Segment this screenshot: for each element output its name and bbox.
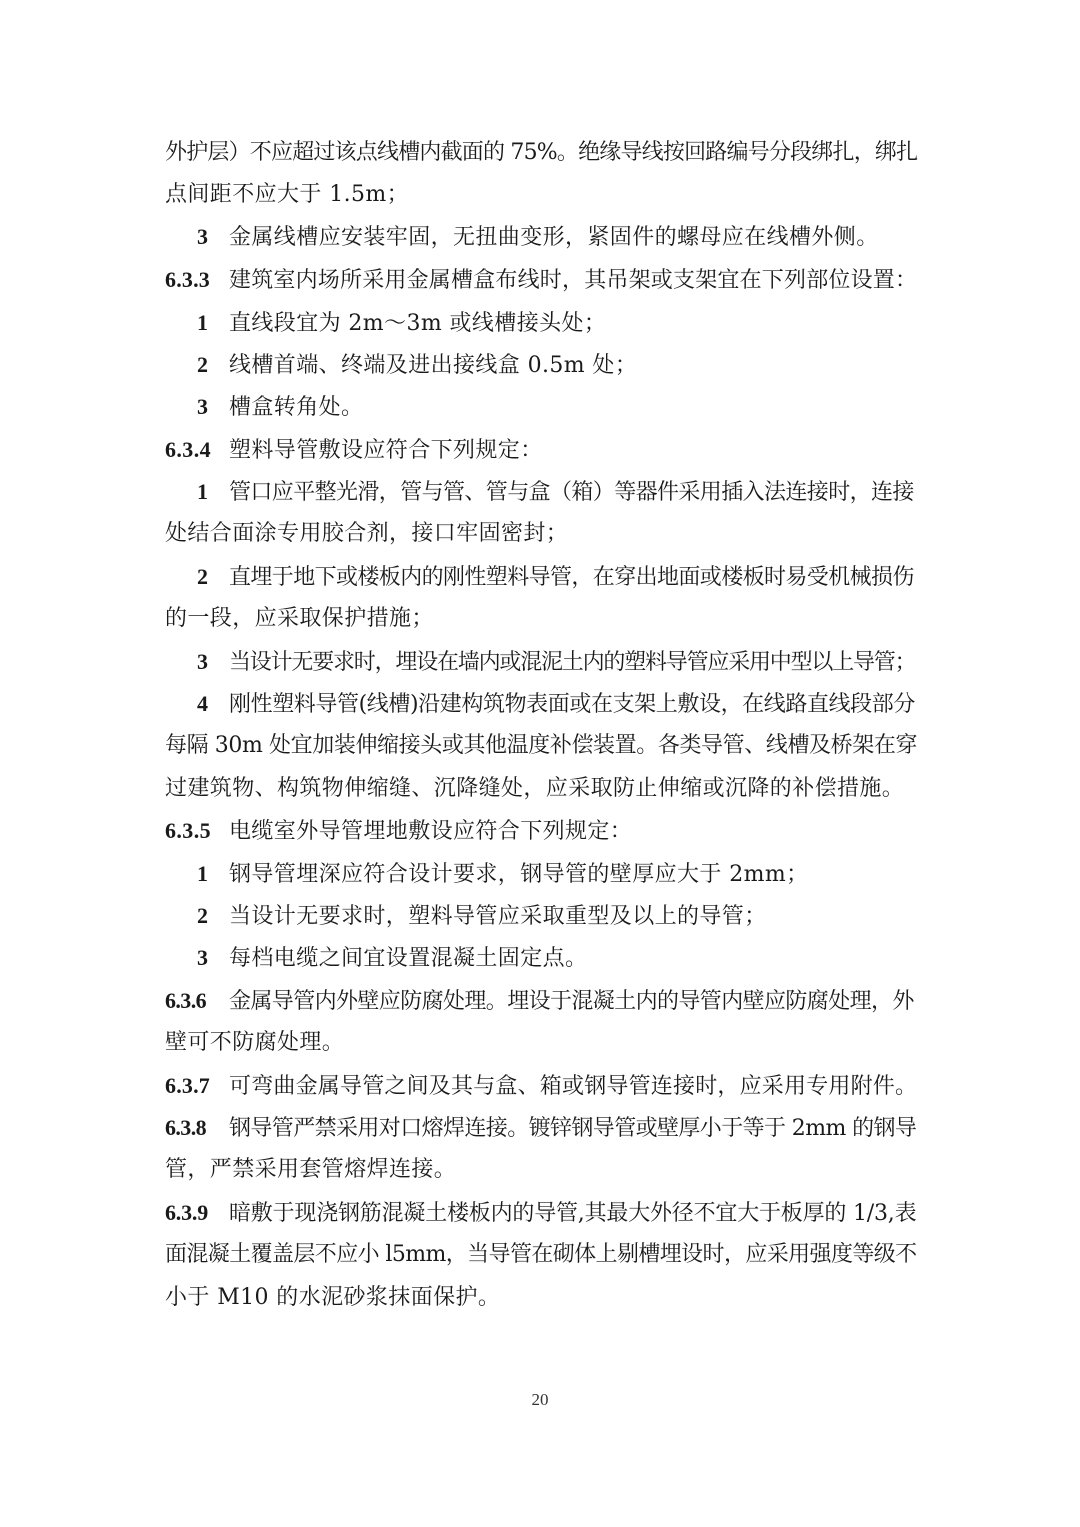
item-text: 每档电缆之间宜设置混凝土固定点。 bbox=[229, 946, 588, 971]
text-line bbox=[165, 1155, 917, 1185]
item-text: 当设计无要求时，塑料导管应采取重型及以上的导管； bbox=[229, 904, 767, 929]
clause-number: 6.3.9 bbox=[165, 1200, 209, 1225]
item-number: 3 bbox=[197, 649, 207, 674]
list-item bbox=[197, 477, 917, 507]
item-number: 1 bbox=[197, 310, 209, 335]
clause-number: 6.3.4 bbox=[165, 437, 211, 462]
item-number: 1 bbox=[197, 861, 209, 886]
text-line bbox=[165, 1028, 917, 1058]
item-text: 钢导管埋深应符合设计要求，钢导管的壁厚应大于 2mm； bbox=[229, 862, 809, 887]
clause bbox=[165, 265, 917, 295]
text-line bbox=[165, 138, 917, 168]
item-number: 3 bbox=[197, 224, 209, 249]
list-item bbox=[197, 350, 917, 380]
item-number: 2 bbox=[197, 564, 208, 589]
text-line bbox=[165, 180, 917, 210]
clause bbox=[165, 1113, 917, 1143]
clause bbox=[165, 816, 917, 846]
item-number: 3 bbox=[197, 394, 209, 419]
item-number: 3 bbox=[197, 945, 209, 970]
list-item bbox=[197, 222, 917, 252]
list-item bbox=[197, 647, 917, 677]
list-item bbox=[197, 562, 917, 592]
clause-text: 可弯曲金属导管之间及其与盒、箱或钢导管连接时，应采用专用附件。 bbox=[229, 1074, 918, 1099]
line-text: 处结合面涂专用胶合剂，接口牢固密封； bbox=[165, 521, 569, 546]
item-text: 直埋于地下或楼板内的刚性塑料导管，在穿出地面或楼板时易受机械损伤 bbox=[229, 565, 914, 590]
text-line bbox=[165, 731, 917, 761]
item-number: 2 bbox=[197, 903, 209, 928]
clause-text: 建筑室内场所采用金属槽盒布线时，其吊架或支架宜在下列部位设置： bbox=[229, 268, 918, 293]
text-line bbox=[165, 519, 917, 549]
text-line bbox=[165, 774, 917, 804]
clause bbox=[165, 1071, 917, 1101]
item-number: 4 bbox=[197, 691, 208, 716]
list-item bbox=[197, 943, 917, 973]
item-number: 2 bbox=[197, 352, 209, 377]
item-text: 金属线槽应安装牢固，无扭曲变形，紧固件的螺母应在线槽外侧。 bbox=[229, 225, 879, 250]
page-number: 20 bbox=[531, 1390, 549, 1409]
item-text: 管口应平整光滑，管与管、管与盒（箱）等器件采用插入法连接时，连接 bbox=[229, 480, 914, 505]
item-text: 直线段宜为 2m～3m 或线槽接头处； bbox=[229, 311, 607, 336]
line-text: 每隔 30m 处宜加装伸缩接头或其他温度补偿装置。各类导管、线槽及桥架在穿 bbox=[165, 733, 918, 758]
clause-number: 6.3.7 bbox=[165, 1073, 210, 1098]
line-text: 管，严禁采用套管熔焊连接。 bbox=[165, 1157, 457, 1182]
item-text: 槽盒转角处。 bbox=[229, 395, 364, 420]
clause bbox=[165, 1198, 917, 1228]
list-item bbox=[197, 859, 917, 889]
text-line bbox=[165, 1283, 917, 1313]
clause bbox=[165, 435, 917, 465]
line-text: 外护层）不应超过该点线槽内截面的 75%。绝缘导线按回路编号分段绑扎，绑扎 bbox=[165, 140, 918, 165]
line-text: 面混凝土覆盖层不应小 l5mm，当导管在砌体上剔槽埋设时，应采用强度等级不 bbox=[165, 1242, 917, 1267]
line-text: 的一段，应采取保护措施； bbox=[165, 606, 434, 631]
item-text: 线槽首端、终端及进出接线盒 0.5m 处； bbox=[229, 353, 638, 378]
clause-number: 6.3.5 bbox=[165, 818, 211, 843]
clause-text: 电缆室外导管埋地敷设应符合下列规定： bbox=[229, 819, 633, 844]
text-line bbox=[165, 604, 917, 634]
clause-number: 6.3.6 bbox=[165, 988, 207, 1013]
clause bbox=[165, 986, 917, 1016]
line-text: 小于 M10 的水泥砂浆抹面保护。 bbox=[165, 1285, 501, 1310]
text-line bbox=[165, 1240, 917, 1270]
clause-number: 6.3.8 bbox=[165, 1115, 207, 1140]
clause-number: 6.3.3 bbox=[165, 267, 210, 292]
clause-text: 钢导管严禁采用对口熔焊连接。镀锌钢导管或壁厚小于等于 2mm 的钢导 bbox=[229, 1116, 917, 1141]
clause-text: 金属导管内外壁应防腐处理。埋设于混凝土内的导管内壁应防腐处理，外 bbox=[229, 989, 914, 1014]
list-item bbox=[197, 308, 917, 338]
item-text: 当设计无要求时，埋设在墙内或混泥土内的塑料导管应采用中型以上导管； bbox=[229, 650, 916, 675]
line-text: 壁可不防腐处理。 bbox=[165, 1030, 345, 1055]
clause-text: 塑料导管敷设应符合下列规定： bbox=[229, 438, 543, 463]
item-text: 刚性塑料导管(线槽)沿建构筑物表面或在支架上敷设，在线路直线段部分 bbox=[229, 692, 915, 717]
line-text: 过建筑物、构筑物伸缩缝、沉降缝处，应采取防止伸缩或沉降的补偿措施。 bbox=[165, 776, 905, 801]
line-text: 点间距不应大于 1.5m； bbox=[165, 182, 410, 207]
item-number: 1 bbox=[197, 479, 208, 504]
list-item bbox=[197, 392, 917, 422]
list-item bbox=[197, 901, 917, 931]
list-item bbox=[197, 689, 917, 719]
clause-text: 暗敷于现浇钢筋混凝土楼板内的导管,其最大外径不宜大于板厚的 1/3,表 bbox=[229, 1201, 917, 1226]
